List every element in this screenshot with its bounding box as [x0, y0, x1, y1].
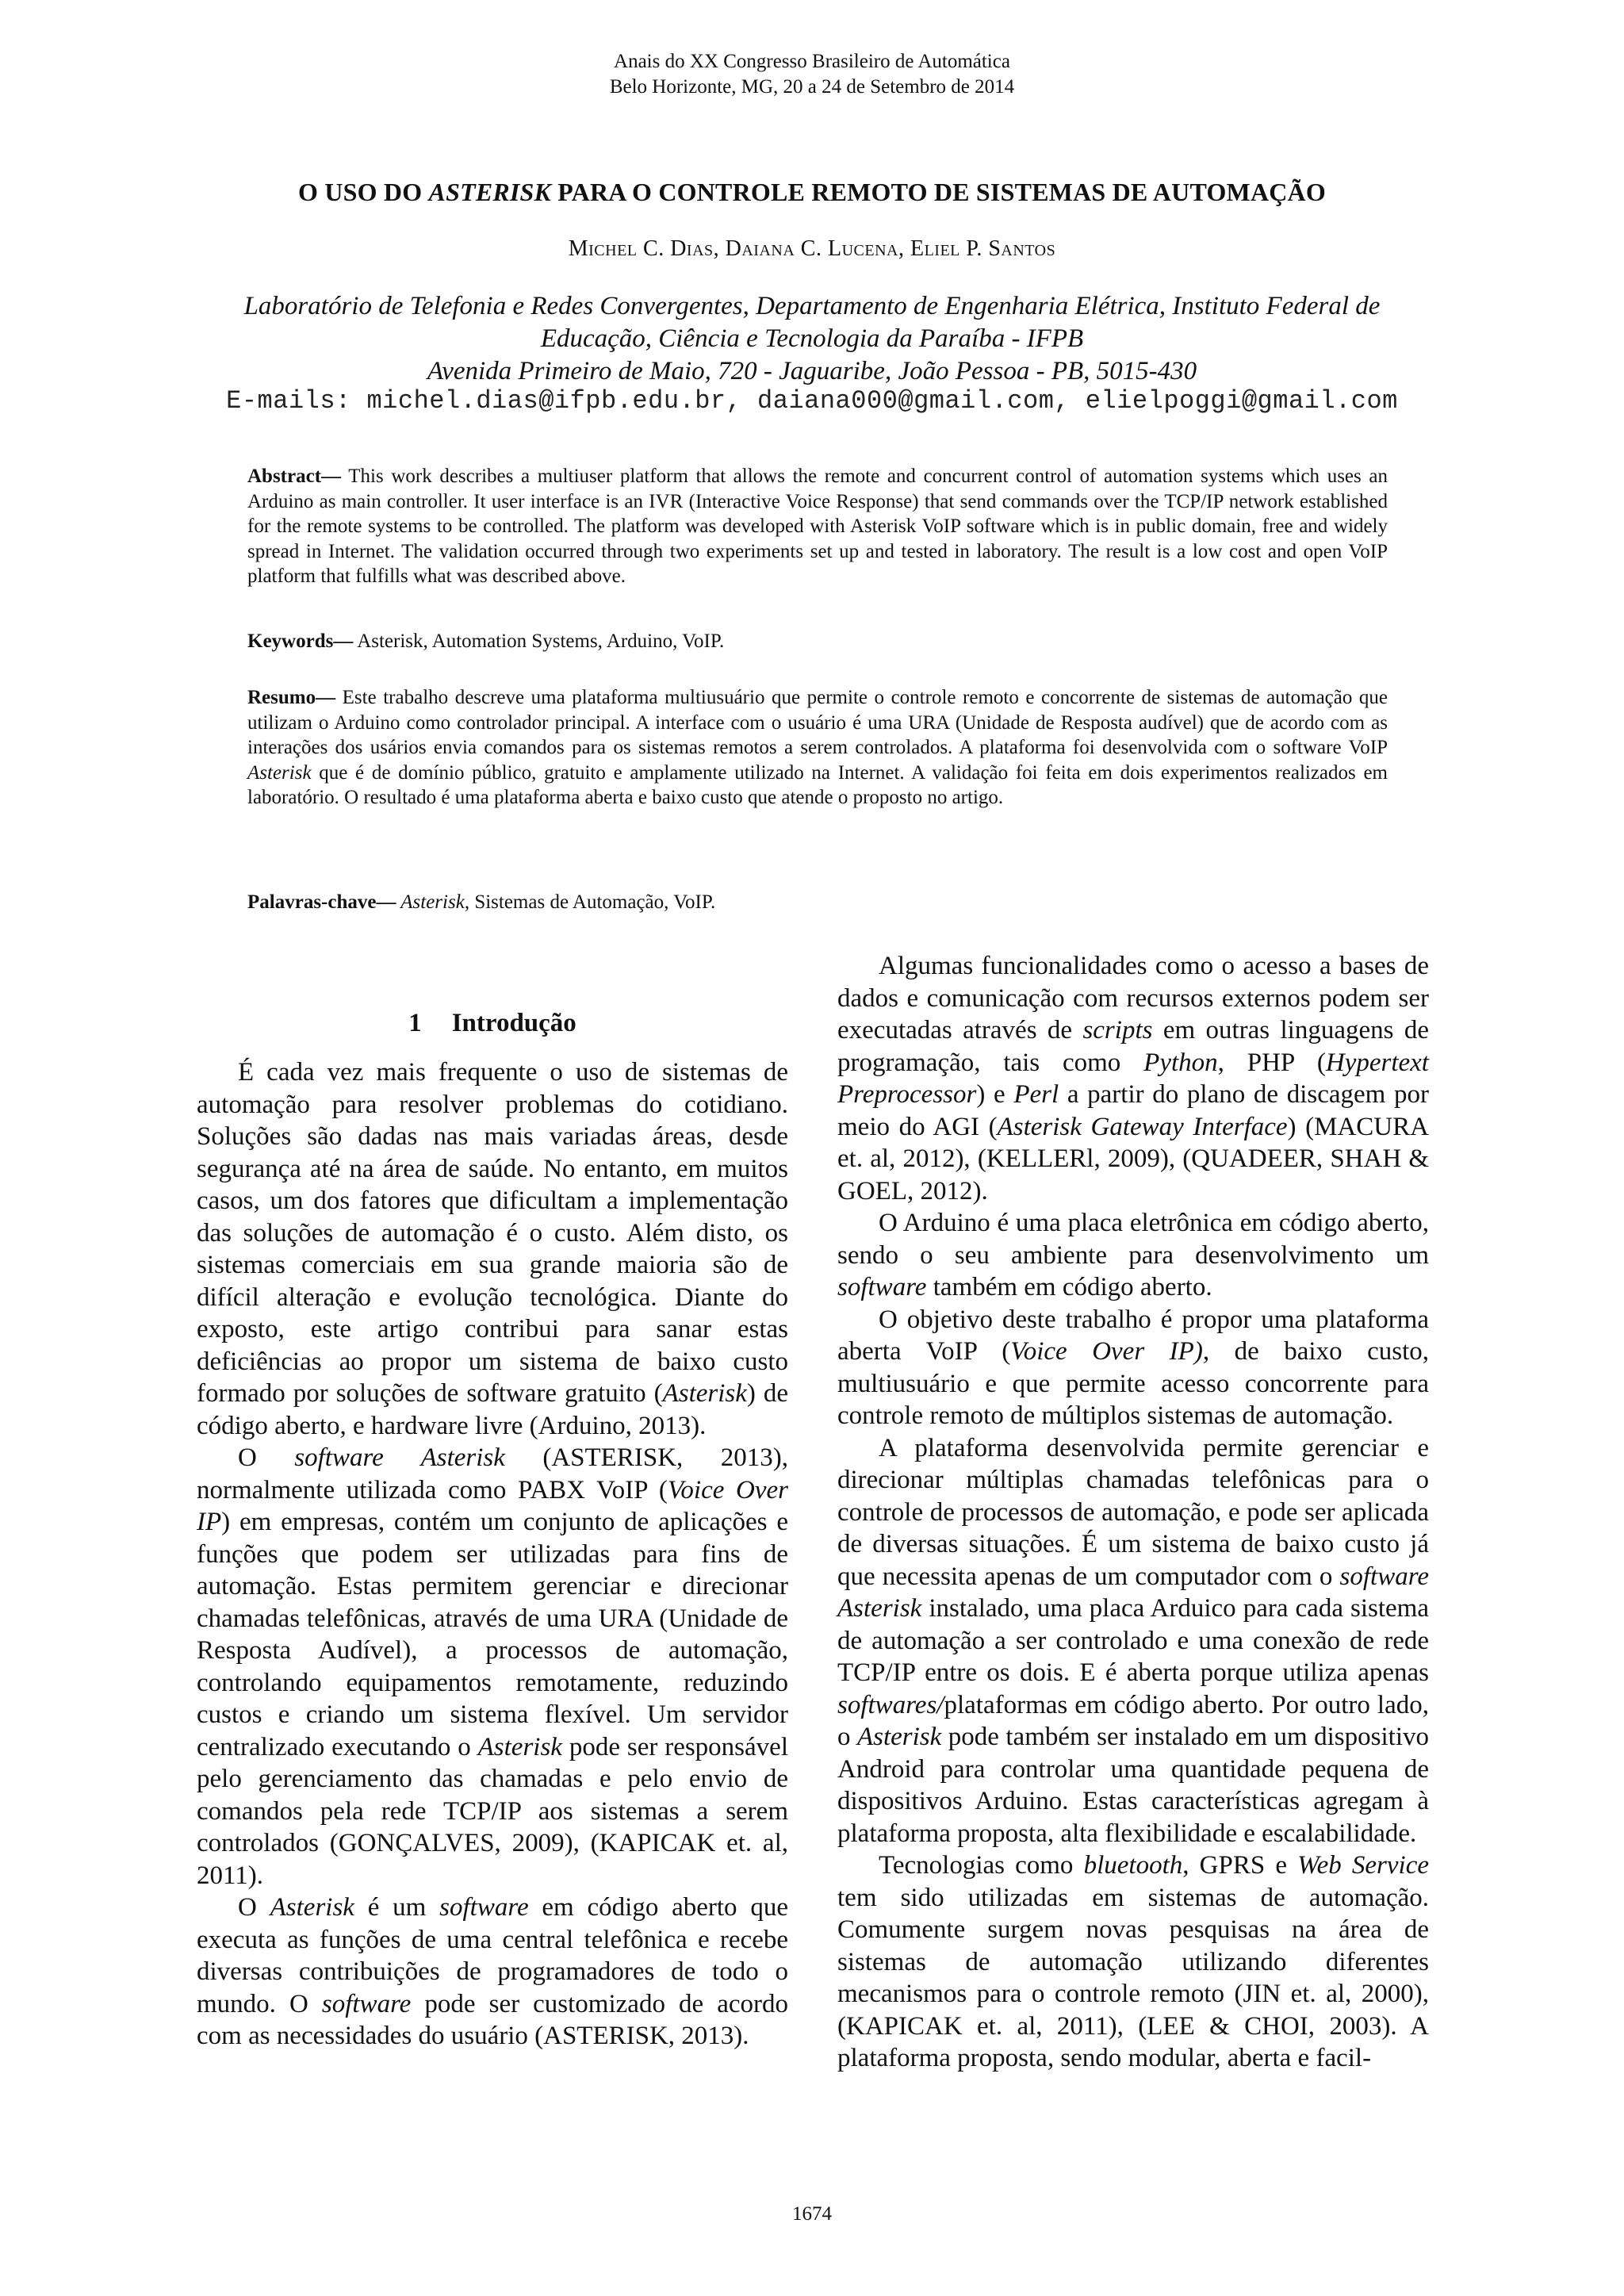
right-p5-a: Tecnologias como: [879, 1851, 1084, 1880]
left-p3-it3: software: [321, 1989, 412, 2018]
right-p1-it5: Asterisk Gateway Interface: [997, 1112, 1288, 1141]
left-p1-end: ) de código aberto, e hardware livre (Arduino, 2013).: [197, 1379, 789, 1440]
left-p3-b: é um: [354, 1893, 440, 1922]
abstract-label: Abstract—: [247, 466, 342, 487]
right-p4-it2: softwares/: [837, 1690, 944, 1719]
right-paragraph-1: [837, 950, 1429, 1207]
right-paragraph-4: [837, 1432, 1429, 1850]
abstract: [247, 464, 1388, 589]
resumo: [247, 685, 1388, 811]
keywords-text: Asterisk, Automation Systems, Arduino, VoIP.: [353, 631, 725, 652]
right-p5-it2: Web Service: [1297, 1851, 1429, 1880]
conference-header-line2: Belo Horizonte, MG, 20 a 24 de Setembro de 2014: [609, 76, 1015, 98]
left-p3-d: pode ser customizado de acordo com as necessidades do usuário (ASTERISK, 2013).: [197, 1989, 788, 2050]
palavras-chave: [247, 890, 1388, 915]
resumo-text-b: Asterisk: [247, 761, 312, 784]
right-p1-d: ) e: [976, 1080, 1014, 1109]
right-p1-it1: scripts: [1082, 1016, 1153, 1045]
left-p2-c: ) em empresas, contém um conjunto de aplicações e funções que podem ser utilizadas para fins de automação. Estas permitem gerenciar e direcionar chamadas telefônicas, através de uma URA (Unidade de Resposta Audível), a processos de automação, controlando equipamentos remotamente, reduzindo custos e criando um sistema flexível. Um servidor centralizado executando o: [197, 1508, 788, 1761]
title-part2: ASTERISK: [428, 178, 552, 206]
affiliation-line2: Educação, Ciência e Tecnologia da Paraíba - IFPB: [540, 324, 1084, 353]
right-p1-a: Algumas funcionalidades como o acesso a bases de dados e comunicação com recursos externos podem ser executadas através de: [837, 952, 1429, 1045]
right-p1-e: a partir do plano de discagem por meio do AGI (: [837, 1080, 1429, 1141]
right-p4-a: A plataforma desenvolvida permite gerenciar e direcionar múltiplas chamadas telefônicas para o controle de processos de automação, e pode ser aplicada de diversas situações. É um sistema de baixo custo já que necessita apenas de um computador com o: [837, 1433, 1429, 1591]
keywords: [247, 629, 1388, 654]
left-p2-a: O: [238, 1443, 295, 1472]
right-p3-it: Voice Over IP): [1010, 1337, 1203, 1366]
right-p1-b: em outras linguagens de programação, tais como: [837, 1016, 1429, 1077]
palavras-text-italic: Asterisk: [396, 891, 465, 913]
right-p4-d: pode também ser instalado em um dispositivo Android para controlar uma quantidade pequena de dispositivos Arduino. Estas características agregam à plataforma proposta, alta flexibilidade e escalabilidade.: [837, 1723, 1429, 1848]
right-p5-b: , GPRS e: [1182, 1851, 1298, 1880]
left-p3-it1: Asterisk: [270, 1893, 354, 1922]
palavras-text: , Sistemas de Automação, VoIP.: [464, 891, 716, 913]
affiliation-line3: Avenida Primeiro de Maio, 720 - Jaguaribe, João Pessoa - PB, 5015-430: [427, 357, 1197, 385]
left-p3-a: O: [238, 1893, 270, 1922]
right-p3-b: , de baixo custo, multiusuário e que permite acesso concorrente para controle remoto de múltiplos sistemas de automação.: [837, 1337, 1429, 1430]
left-paragraph-2: [197, 1442, 788, 1892]
left-column: [197, 1056, 788, 2053]
keywords-label: Keywords—: [247, 631, 354, 652]
right-p1-c: , PHP (: [1217, 1048, 1326, 1077]
right-p1-it2: Python: [1143, 1048, 1218, 1077]
title-part1: O USO DO: [298, 178, 429, 206]
palavras-label: Palavras-chave—: [247, 891, 396, 913]
conference-header-line1: Anais do XX Congresso Brasileiro de Automática: [614, 51, 1010, 72]
right-p4-it3: Asterisk: [856, 1723, 942, 1751]
right-p2-b: também em código aberto.: [926, 1273, 1212, 1301]
right-p4-it1: software Asterisk: [837, 1562, 1429, 1623]
left-p3-c: em código aberto que executa as funções de uma central telefônica e recebe diversas contribuições de programadores de todo o mundo. O: [197, 1893, 788, 2018]
right-p4-c: plataformas em código aberto. Por outro lado, o: [837, 1690, 1429, 1751]
left-p1-text: É cada vez mais frequente o uso de sistemas de automação para resolver problemas do cotidiano. Soluções são dadas nas mais variadas áreas, desde segurança até na área de saúde. No entanto, em muitos casos, um dos fatores que dificultam a implementação das soluções de automação é o custo. Além disto, os sistemas comerciais em sua grande maioria são de difícil alteração e evolução tecnológica. Diante do exposto, este artigo contribui para sanar estas deficiências ao propor um sistema de baixo custo formado por soluções de software gratuito (: [197, 1058, 788, 1408]
left-p2-it2: Voice Over IP: [197, 1475, 788, 1536]
left-p2-it1: software Asterisk: [294, 1443, 505, 1472]
left-p3-it2: software: [439, 1893, 529, 1922]
left-paragraph-1: [197, 1056, 788, 1442]
right-p2-it: software: [837, 1273, 927, 1301]
left-p2-b: (ASTERISK, 2013), normalmente utilizada como PABX VoIP (: [197, 1443, 788, 1504]
left-p1-italic: Asterisk: [662, 1379, 747, 1408]
right-paragraph-5: [837, 1849, 1429, 2075]
section-number: 1: [408, 1009, 422, 1037]
resumo-text-a: Este trabalho descreve uma plataforma multiusuário que permite o controle remoto e concorrente de sistemas de automação que utilizam o Arduino como controlador principal. A interface com o usuário é uma URA (Unidade de Resposta audível) que de acordo com as interações dos usários envia comandos para os sistemas remotos a serem controlados. A plataforma foi desenvolvida com o software VoIP: [247, 687, 1388, 758]
right-p1-it4: Perl: [1013, 1080, 1059, 1109]
right-p4-b: instalado, uma placa Arduico para cada sistema de automação a ser controlado e uma conexão de rede TCP/IP entre os dois. E é aberta porque utiliza apenas: [837, 1594, 1429, 1687]
left-p2-it3: Asterisk: [477, 1732, 562, 1761]
author-emails: E-mails: michel.dias@ifpb.edu.br, daiana000@gmail.com, elielpoggi@gmail.com: [226, 386, 1398, 416]
section-title: Introdução: [451, 1009, 576, 1037]
right-p1-f: ) (MACURA et. al, 2012), (KELLERl, 2009), (QUADEER, SHAH & GOEL, 2012).: [837, 1112, 1429, 1205]
right-p1-it3: Hypertext Preprocessor: [837, 1048, 1429, 1109]
resumo-label: Resumo—: [247, 687, 336, 708]
left-p2-d: pode ser responsável pelo gerenciamento das chamadas e pelo envio de comandos pela rede TCP/IP aos sistemas a serem controlados (GONÇALVES, 2009), (KAPICAK et. al, 2011).: [197, 1732, 788, 1890]
resumo-text-c: que é de domínio público, gratuito e amplamente utilizado na Internet. A validação foi feita em dois experimentos realizados em laboratório. O resultado é uma plataforma aberta e baixo custo que atende o proposto no artigo.: [247, 761, 1388, 808]
page-number: 1674: [792, 2203, 832, 2225]
abstract-text: This work describes a multiuser platform that allows the remote and concurrent control of automation systems which uses an Arduino as main controller. It user interface is an IVR (Interactive Voice Response) that send commands over the TCP/IP network established for the remote systems to be controlled. The platform was developed with Asterisk VoIP software which is in public domain, free and widely spread in Internet. The validation occurred through two experiments set up and tested in laboratory. The result is a low cost and open VoIP platform that fulfills what was described above.: [247, 466, 1388, 587]
affiliation-line1: Laboratório de Telefonia e Redes Convergentes, Departamento de Engenharia Elétrica, Instituto Federal de: [243, 292, 1381, 320]
right-p3-a: O objetivo deste trabalho é propor uma plataforma aberta VoIP (: [837, 1305, 1429, 1366]
right-p5-c: tem sido utilizadas em sistemas de automação. Comumente surgem novas pesquisas na área de sistemas de automação utilizando diferentes mecanismos para o controle remoto (JIN et. al, 2000), (KAPICAK et. al, 2011), (LEE & CHOI, 2003). A plataforma proposta, sendo modular, aberta e facil-: [837, 1883, 1429, 2072]
author-list: Michel C. Dias, Daiana C. Lucena, Eliel P. Santos: [568, 236, 1056, 261]
left-paragraph-3: [197, 1892, 788, 2053]
right-paragraph-3: [837, 1304, 1429, 1432]
right-p5-it1: bluetooth: [1083, 1851, 1183, 1880]
section-heading-introduction: [197, 1009, 788, 1038]
right-p2-a: O Arduino é uma placa eletrônica em código aberto, sendo o seu ambiente para desenvolvimento um: [837, 1209, 1429, 1270]
title-part3: PARA O CONTROLE REMOTO DE SISTEMAS DE AUTOMAÇÃO: [551, 178, 1326, 206]
paper-title: [0, 178, 1624, 207]
right-paragraph-2: [837, 1207, 1429, 1304]
right-column: [837, 950, 1429, 2075]
